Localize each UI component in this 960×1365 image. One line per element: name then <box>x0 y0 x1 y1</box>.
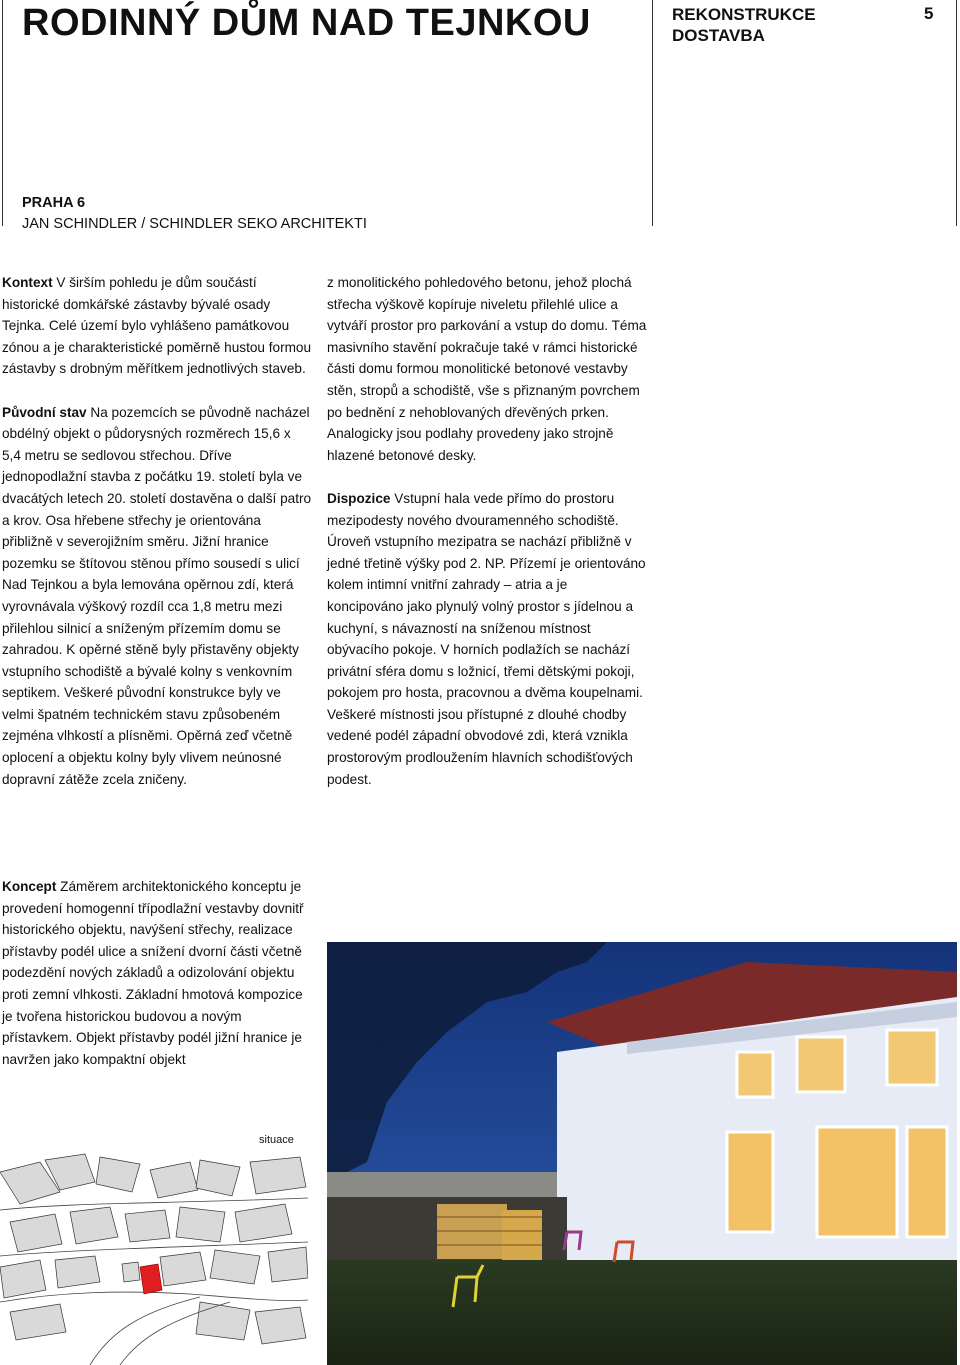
heading-dispozice: Dispozice <box>327 490 391 506</box>
text-kontext: V širším pohledu je dům součástí historické domkářské zástavby bývalé osady Tejnka. Celé území bylo vyhlášeno památkovou zónou a je charakteristické poměrně hustou formou zástavby s drobným měřítkem jednotlivých staveb. <box>2 275 312 377</box>
page-number: 5 <box>924 4 934 23</box>
map-caption: situace <box>259 1134 294 1146</box>
text-column-left <box>2 272 312 812</box>
paragraph-continuation: z monolitického pohledového betonu, jehož plochá střecha výškově kopíruje niveletu přilehlé ulice a vytváří prostor pro parkování a vstup do domu. Téma masivního stavění pokračuje také v rámci historické části domu formou monolitické betonové vestavby stěn, stropů a schodiště, vše s přiznaným povrchem po bednění z nehoblovaných dřevěných prken. Analogicky jsou podlahy provedeny jako strojně hlazené betonové desky. <box>327 275 647 463</box>
page-title: RODINNÝ DŮM NAD TEJNKOU <box>22 2 591 44</box>
text-column-right <box>327 272 647 812</box>
house-exterior-photo <box>327 942 957 1365</box>
text-column-koncept <box>2 876 312 1092</box>
paragraph-puvodni-stav <box>2 402 312 791</box>
category-line-2: DOSTAVBA <box>672 26 765 45</box>
heading-puvodni-stav: Původní stav <box>2 404 87 420</box>
middle-rule <box>652 0 653 226</box>
site-plan-map <box>0 1152 308 1365</box>
text-puvodni-stav: Na pozemcích se původně nacházel obdélný objekt o půdorysných rozměrech 15,6 x 5,4 metru se sedlovou střechou. Dříve jednopodlažní stavba z počátku 19. století byla ve dvacátých letech 20. století dostavěna o další patro a krov. Osa hřebene střechy je orientována přibližně v severojižním směru. Jižní hranice pozemku se štítovou stěnou přímo sousedí s ulicí Nad Tejnkou a byla lemována opěrnou zdí, která vyrovnávala výškový rozdíl cca 1,8 metru mezi přilehlou silnicí a sníženým přízemím domu se zahradou. K opěrné stěně byly přistavěny objekty vstupního schodiště a bývalé kolny s venkovním septikem. Veškeré původní konstrukce byly ve velmi špatném technickém stavu způsobeném zejména vlhkostí a plísněmi. Opěrná zeď včetně oplocení a objektu kolny byly vlivem neúnosné dopravní zátěže zcela zničeny. <box>2 404 312 787</box>
project-city: PRAHA 6 <box>22 195 86 211</box>
text-dispozice: Vstupní hala vede přímo do prostoru mezipodesty nového dvouramenného schodiště. Úroveň vstupního mezipatra se nachází přibližně v jedné třetině výšky pod 2. NP. Přízemí je orientováno kolem intimní vnitřní zahrady – atria a je koncipováno jako plynulý volný prostor s jídelnou a kuchyní, s návazností na sníženou místnost obývacího pokoje. V horních podlažích se nachází privátní sféra domu s ložnicí, třemi dětskými pokoji, pokojem pro hosta, pracovnou a dvěma koupelnami. Veškeré místnosti jsou přístupné z dlouhé chodby vedené podél západní obvodové zdi, která vznikla prostorovým prodloužením hlavních schodišťových podest. <box>327 490 646 787</box>
paragraph-kontext <box>2 272 312 380</box>
text-koncept: Záměrem architektonického konceptu je provedení homogenní třípodlažní vestavby dovnitř historického objektu, navýšení střechy, realizace přístavby podél ulice a snížení dvorní části včetně podezdění nových základů a odizolování objektu proti zemní vlhkosti. Základní hmotová kompozice je tvořena historickou budovou a novým přístavkem. Objekt přístavby podél jižní hranice je navržen jako kompaktní objekt <box>2 879 304 1067</box>
project-info <box>22 193 367 235</box>
highlighted-plot <box>140 1264 162 1294</box>
paragraph-dispozice <box>327 488 647 790</box>
paragraph-koncept <box>2 876 312 1070</box>
site-plan-icon <box>0 1152 308 1365</box>
house-exterior-photo-icon <box>327 942 957 1365</box>
right-rule <box>956 0 957 226</box>
left-rule <box>2 0 3 226</box>
category-line-1: REKONSTRUKCE <box>672 5 816 24</box>
heading-koncept: Koncept <box>2 879 57 894</box>
category-label <box>672 4 816 46</box>
project-architects: JAN SCHINDLER / SCHINDLER SEKO ARCHITEKTI <box>22 216 367 232</box>
heading-kontext: Kontext <box>2 275 53 290</box>
